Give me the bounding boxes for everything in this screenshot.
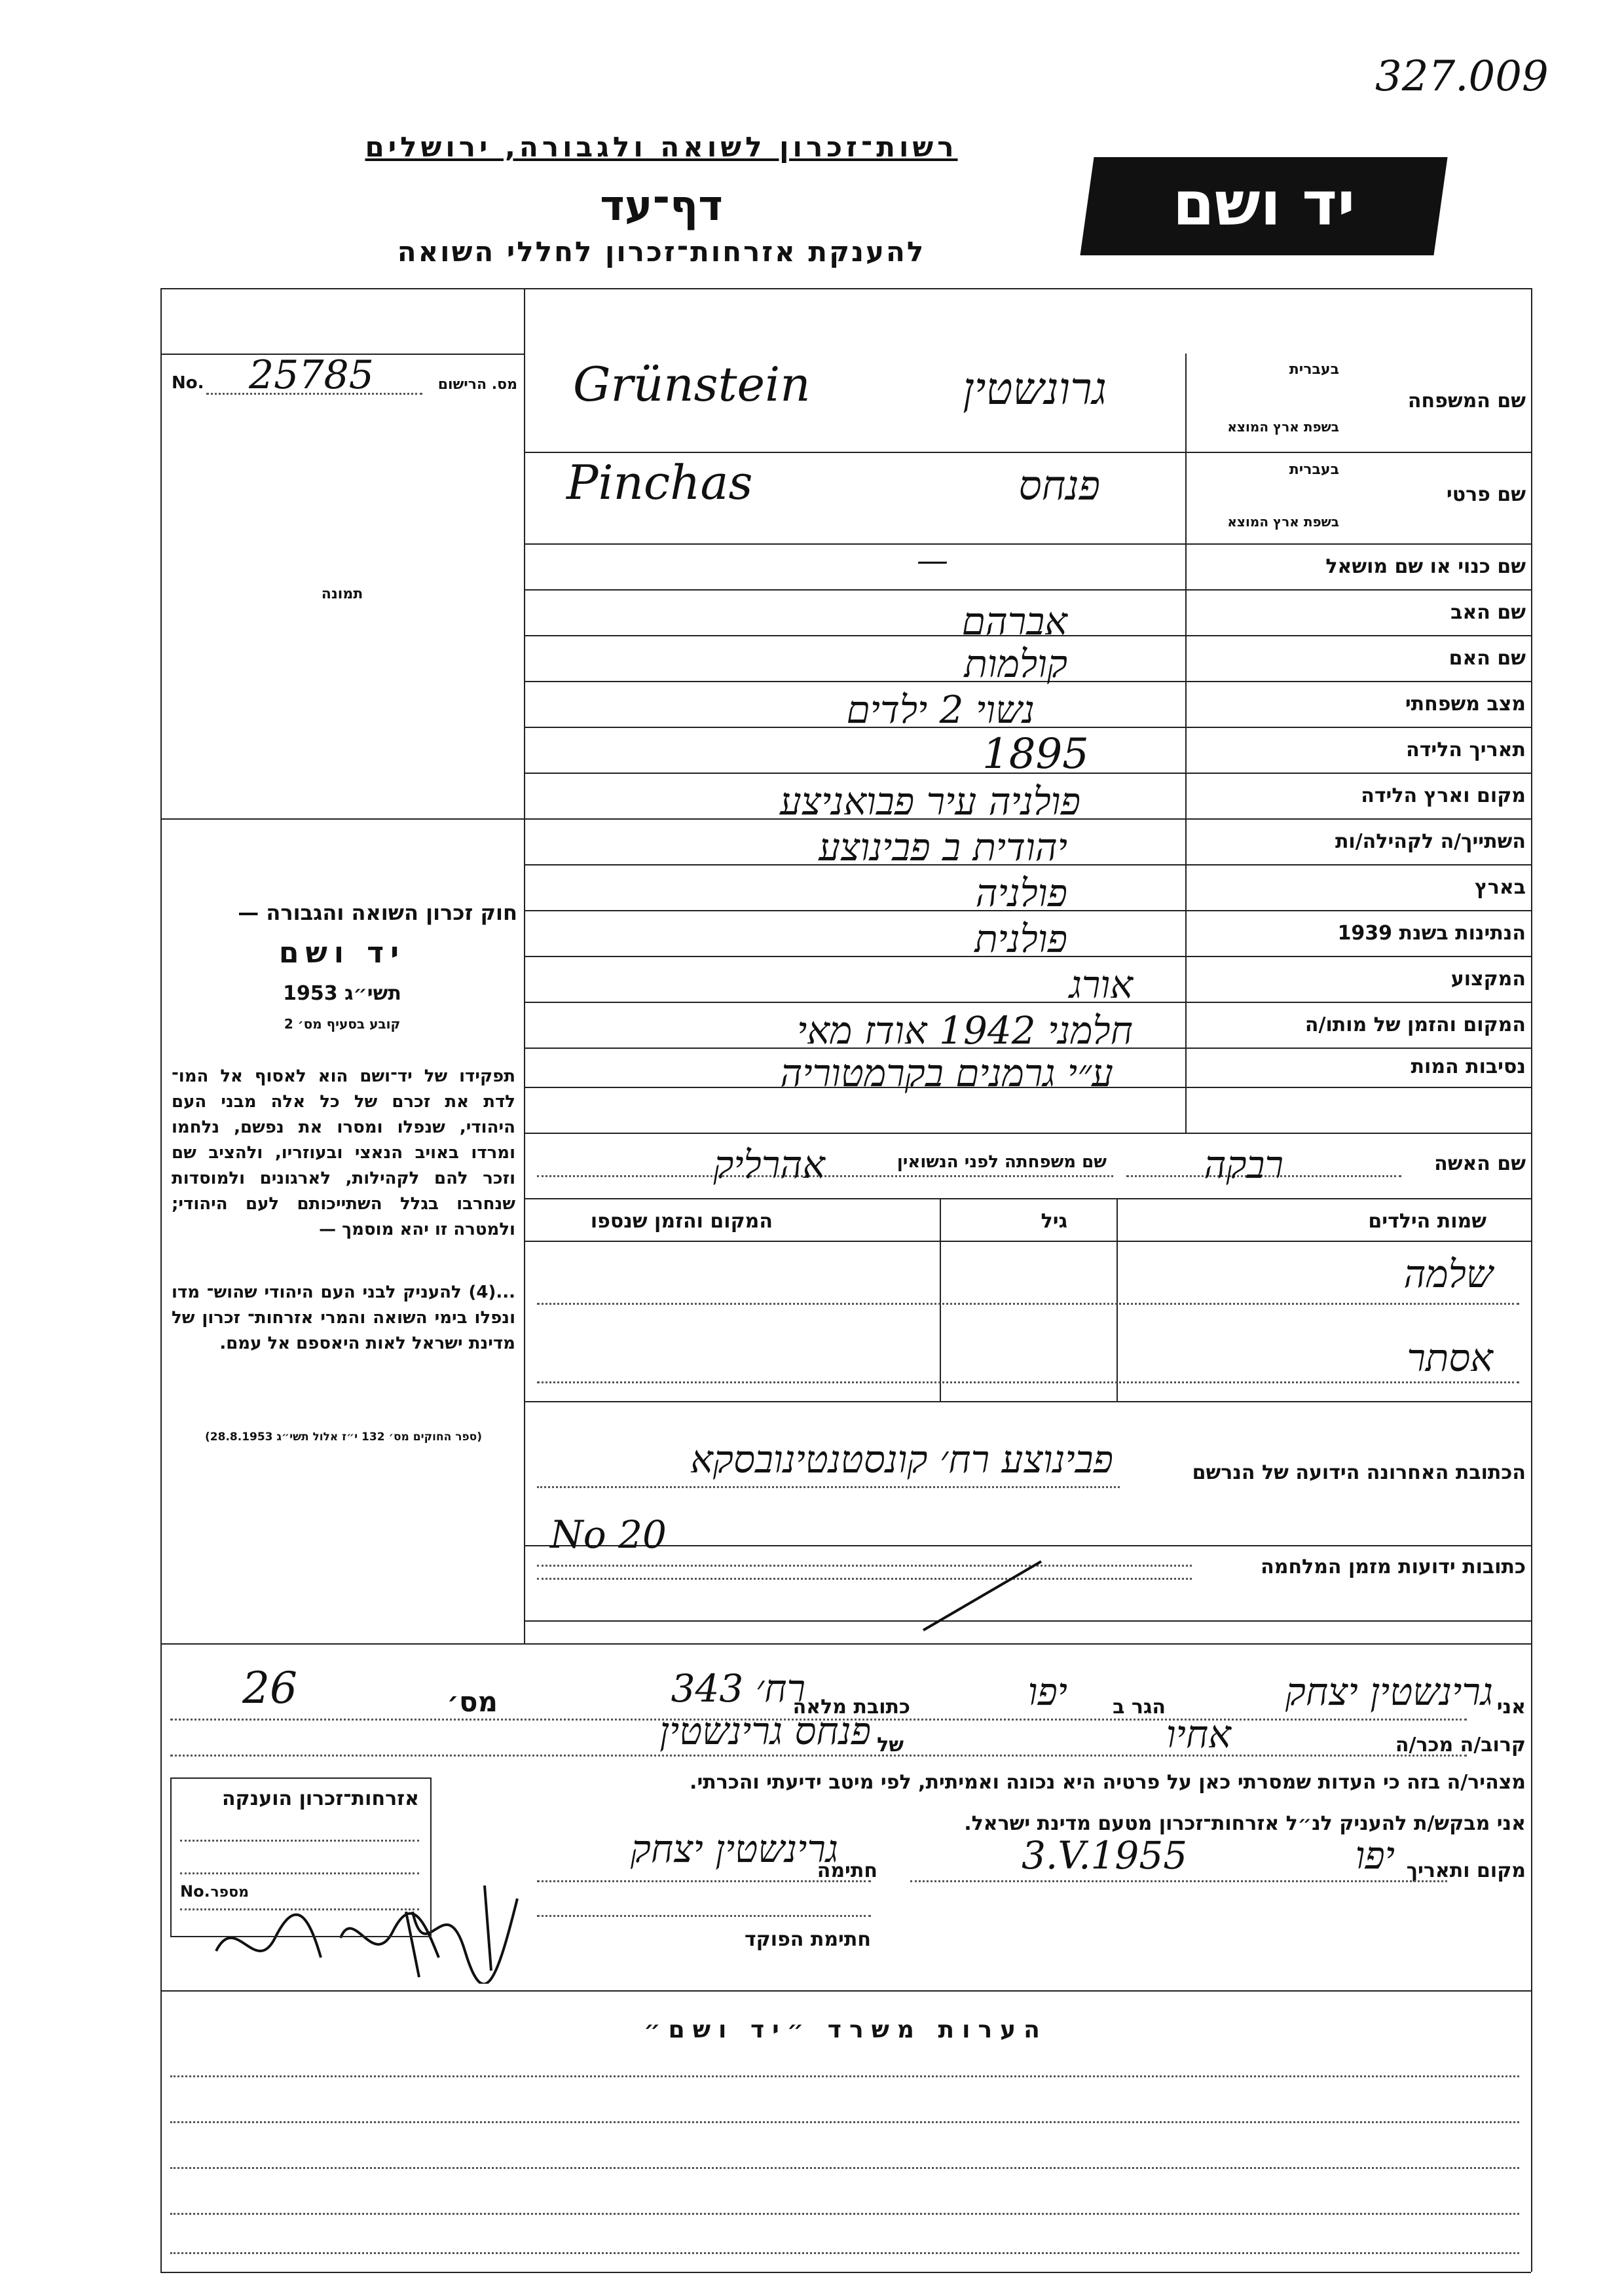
birth-place-label: מקום וארץ הלידה (1361, 784, 1526, 807)
photo-label: תמונה (321, 586, 363, 602)
signature-label: חתימה (817, 1859, 877, 1882)
sign-place-value: יפו (1355, 1833, 1395, 1878)
mother-value: קולמות (964, 642, 1067, 686)
last-address-number: No 20 (550, 1512, 667, 1557)
notes-line (170, 2075, 1519, 2077)
form-title: דף־עד (600, 182, 723, 230)
law-title: חוק זכרון השואה והגבורה — (238, 900, 517, 925)
notes-line (170, 2167, 1519, 2169)
officer-dots (537, 1915, 871, 1917)
children-age-header: גיל (1041, 1210, 1067, 1233)
frame-top (160, 288, 1531, 289)
sign-date-value: 3.V.1955 (1022, 1833, 1188, 1878)
death-cause-label: נסיבות המות (1411, 1055, 1526, 1078)
registration-no-label: No. (172, 373, 204, 393)
frame-right (1531, 288, 1532, 2272)
first-name-label: שם פרטי (1446, 483, 1526, 506)
profession-value: אורג (1069, 962, 1133, 1007)
of-label: של (877, 1734, 904, 1757)
house-number-label: מס׳ (447, 1686, 498, 1718)
row-line (524, 1545, 1531, 1546)
row-line (524, 452, 1531, 453)
birth-place-value: פולניה עיר פבואניצע (779, 779, 1080, 824)
nickname-label: שם כנוי או שם מושאל (1325, 555, 1526, 578)
maiden-name-value: אהרליק (713, 1142, 825, 1187)
logo-text: יד ושם (1172, 169, 1356, 239)
form-subtitle: להענקת אזרחות־זכרון לחללי השואה (397, 236, 926, 268)
notes-title: הערות משרד ״יד ושם״ (644, 2016, 1048, 2043)
last-address-label: הכתובת האחרונה הידועה של הנרשם (1192, 1461, 1526, 1484)
declarant-house-number: 26 (242, 1663, 297, 1713)
row-line (524, 1002, 1531, 1003)
resides-label: הגר ב (1113, 1696, 1166, 1719)
left-column-divider (524, 288, 525, 1643)
family-name-hebrew: גרונשטין (963, 363, 1107, 415)
full-address-label: כתובת מלאה (792, 1696, 910, 1719)
children-col-1 (940, 1198, 941, 1401)
relative-label: קרוב/ה מכר/ה (1395, 1734, 1526, 1757)
frame-divider-1 (160, 1643, 1531, 1645)
wartime-address-label: כתובות ידועות מזמן המלחמה (1261, 1556, 1526, 1578)
father-value: אברהם (961, 599, 1067, 644)
row-line (524, 1198, 1531, 1199)
officer-signature-label: חתימת הפוקד (745, 1928, 871, 1951)
frame-bottom (160, 2272, 1531, 2273)
father-label: שם האב (1450, 601, 1526, 624)
maiden-dots (537, 1175, 1113, 1177)
children-row-dots (537, 1381, 1519, 1383)
row-line (524, 589, 1531, 591)
declarant-city: יפו (1027, 1669, 1067, 1714)
row-line (524, 1401, 1531, 1402)
place-date-label: מקום ותאריך (1406, 1859, 1526, 1882)
nickname-value: — (917, 542, 948, 579)
nationality-value: פולנית (974, 917, 1067, 961)
notes-line (170, 2213, 1519, 2215)
community-label: השתייך/ה לקהילה/ות (1335, 830, 1526, 853)
registration-number: 25785 (249, 352, 374, 398)
death-place-label: המקום והזמן של מותו/ה (1304, 1013, 1526, 1036)
citizenship-title: אזרחות־זכרון הוענקה (221, 1787, 419, 1810)
law-year: תשי״ג 1953 (283, 982, 401, 1005)
law-name: יד ושם (278, 936, 406, 970)
maiden-name-label: שם משפחתה לפני הנשואין (896, 1152, 1107, 1172)
first-name-latin: Pinchas (566, 455, 753, 510)
citizenship-no-label: No. (180, 1882, 210, 1901)
law-footnote: (ספר החוקים מס׳ 132 י״ז אלול תשי״ג 28.8.1953) (205, 1430, 482, 1444)
marital-status-label: מצב משפחתי (1405, 693, 1526, 716)
i-label: אני (1496, 1696, 1526, 1719)
institution-name: רשות־זכרון לשואה ולגבורה, ירושלים (365, 131, 958, 163)
country-value: פולניה (975, 871, 1067, 915)
citizenship-number-label: מספר (210, 1884, 249, 1901)
mother-label: שם האם (1449, 647, 1526, 670)
family-name-label: שם המשפחה (1407, 390, 1526, 412)
child-name-1: שלמה (1403, 1252, 1493, 1296)
birth-date-label: תאריך הלידה (1406, 738, 1526, 761)
frame-divider-2 (160, 1990, 1531, 1992)
first-name-hebrew: פנחס (1018, 462, 1100, 509)
label-column-divider (1185, 354, 1187, 1133)
left-photo-bottom (160, 818, 524, 820)
first-name-in-hebrew: בעברית (1289, 462, 1339, 478)
citizenship-number-dots (180, 1908, 419, 1910)
law-text-2: ...(4) להעניק לבני העם היהודי שהוש־ מדו ונפלו בימי השואה והמרי אזרחות־ זכרון של מדינת ישראל לאות היאספם אל עמם. (172, 1283, 515, 1353)
archive-number: 327.009 (1375, 52, 1549, 101)
signature-dots (537, 1880, 871, 1882)
family-name-in-origin: בשפת ארץ המוצא (1227, 419, 1339, 435)
last-address-value: פבינוצע רח׳ קונסטנטינובסקא (690, 1437, 1113, 1482)
declarant-street: רח׳ 343 (671, 1666, 805, 1711)
children-row-dots (537, 1303, 1519, 1305)
notes-line (170, 2252, 1519, 2254)
declarant-signature: גרינשטין יצחק (630, 1827, 838, 1871)
law-text-1: תפקידו של יד־ושם הוא לאסוף אל המו־ לדת את זכרם של כל אלה מבני העם היהודי, שנפלו ומסרו את נפשם, נלחמו ומרדו באויב הנאצי ובעוזריו, ולהציב שם וזכר להם לקהילות, לארגונים ולמוסדות שנחרבו בגלל השתייכותם לעם היהודי; ולמטרה זו יהא מוסמך — (172, 1066, 515, 1239)
address-dots (537, 1565, 1192, 1567)
address-pen-stroke (917, 1558, 1048, 1637)
row-line (524, 1133, 1531, 1134)
children-names-header: שמות הילדים (1368, 1210, 1486, 1233)
children-place-header: המקום והזמן שנספו (590, 1210, 773, 1233)
profession-label: המקצוע (1450, 968, 1526, 991)
relation-value: אחיו (1166, 1712, 1231, 1757)
declaration-line-2: אני מבקש/ת להעניק לנ״ל אזרחות־זכרון מטעם מדינת ישראל. (964, 1812, 1526, 1835)
birth-date-value: 1895 (982, 730, 1089, 778)
children-col-2 (1116, 1198, 1118, 1401)
death-place-value: חלמני 1942 אודז מאי (797, 1008, 1133, 1053)
nationality-label: הנתינות בשנת 1939 (1337, 922, 1526, 945)
child-name-2: אסתר (1407, 1336, 1493, 1380)
law-clause: קובע בסעיף מס׳ 2 (284, 1016, 401, 1032)
wife-value: רבקה (1204, 1142, 1283, 1187)
family-name-latin: Grünstein (573, 357, 811, 412)
marital-status-value: נשוי 2 ילדים (846, 687, 1035, 732)
death-cause-value: ע״י גרמנים בקרמטוריה (780, 1051, 1113, 1095)
wife-label: שם האשה (1434, 1152, 1526, 1175)
community-value: יהודית ב פבינוצע (819, 825, 1067, 869)
citizenship-dots (180, 1840, 419, 1842)
country-label: בארץ (1474, 876, 1526, 899)
registration-label: מס. הרישום (437, 376, 517, 393)
row-line (524, 543, 1531, 545)
relative-dots (170, 1755, 1467, 1757)
declarant-name: גרינשטין יצחק (1285, 1669, 1493, 1714)
of-name-value: פנחס גרינשטין (659, 1709, 871, 1753)
family-name-in-hebrew: בעברית (1289, 361, 1339, 378)
declaration-line-1: מצהיר/ה בזה כי העדות שמסרתי כאן על פרטיה היא נכונה ואמיתית, לפי מיטב ידיעתי והכרתי. (690, 1771, 1526, 1794)
place-date-dots (910, 1880, 1447, 1882)
notes-line (170, 2121, 1519, 2123)
address-dots (537, 1486, 1120, 1488)
row-line (524, 1241, 1531, 1242)
wartime-dots (537, 1578, 1192, 1580)
citizenship-dots (180, 1872, 419, 1874)
first-name-in-origin: בשפת ארץ המוצא (1227, 514, 1339, 530)
